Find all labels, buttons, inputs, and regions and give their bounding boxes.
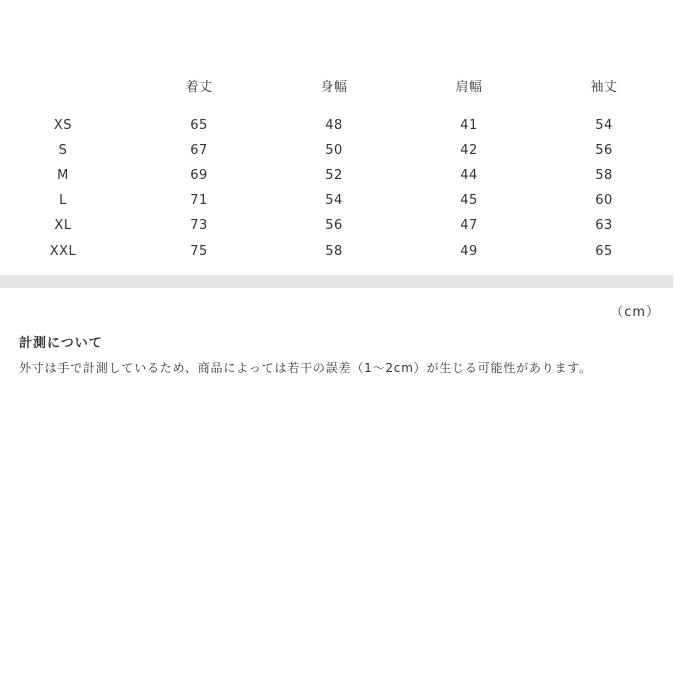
table-cell: 49: [460, 244, 478, 259]
table-cell: 44: [460, 168, 478, 183]
size-label: XXL: [49, 244, 77, 259]
table-cell: 65: [595, 244, 613, 259]
header-shoulder: 肩幅: [455, 80, 483, 95]
table-cell: 54: [595, 118, 613, 133]
size-label: XL: [54, 218, 72, 233]
table-cell: 52: [325, 168, 343, 183]
header-sleeve: 袖丈: [590, 80, 618, 95]
table-cell: 71: [190, 193, 208, 208]
table-cell: 48: [325, 118, 343, 133]
divider-band: [0, 275, 673, 288]
table-cell: 42: [460, 143, 478, 158]
size-label: XS: [53, 118, 73, 133]
table-cell: 56: [325, 218, 343, 233]
table-cell: 58: [325, 244, 343, 259]
size-label: S: [58, 143, 68, 158]
table-cell: 73: [190, 218, 208, 233]
measurement-note: 外寸は手で計測しているため、商品によっては若干の誤差（1〜2cm）が生じる可能性があります。: [19, 361, 592, 375]
table-cell: 56: [595, 143, 613, 158]
table-cell: 60: [595, 193, 613, 208]
header-width: 身幅: [320, 80, 348, 95]
table-cell: 67: [190, 143, 208, 158]
table-cell: 58: [595, 168, 613, 183]
table-cell: 54: [325, 193, 343, 208]
table-cell: 75: [190, 244, 208, 259]
size-label: M: [57, 168, 69, 183]
header-length: 着丈: [185, 80, 213, 95]
size-label: L: [59, 193, 67, 208]
table-cell: 45: [460, 193, 478, 208]
table-cell: 69: [190, 168, 208, 183]
table-cell: 41: [460, 118, 478, 133]
measurement-heading: 計測について: [19, 336, 103, 351]
table-cell: 50: [325, 143, 343, 158]
table-cell: 65: [190, 118, 208, 133]
table-cell: 63: [595, 218, 613, 233]
table-cell: 47: [460, 218, 478, 233]
unit-label: （cm）: [610, 305, 660, 320]
